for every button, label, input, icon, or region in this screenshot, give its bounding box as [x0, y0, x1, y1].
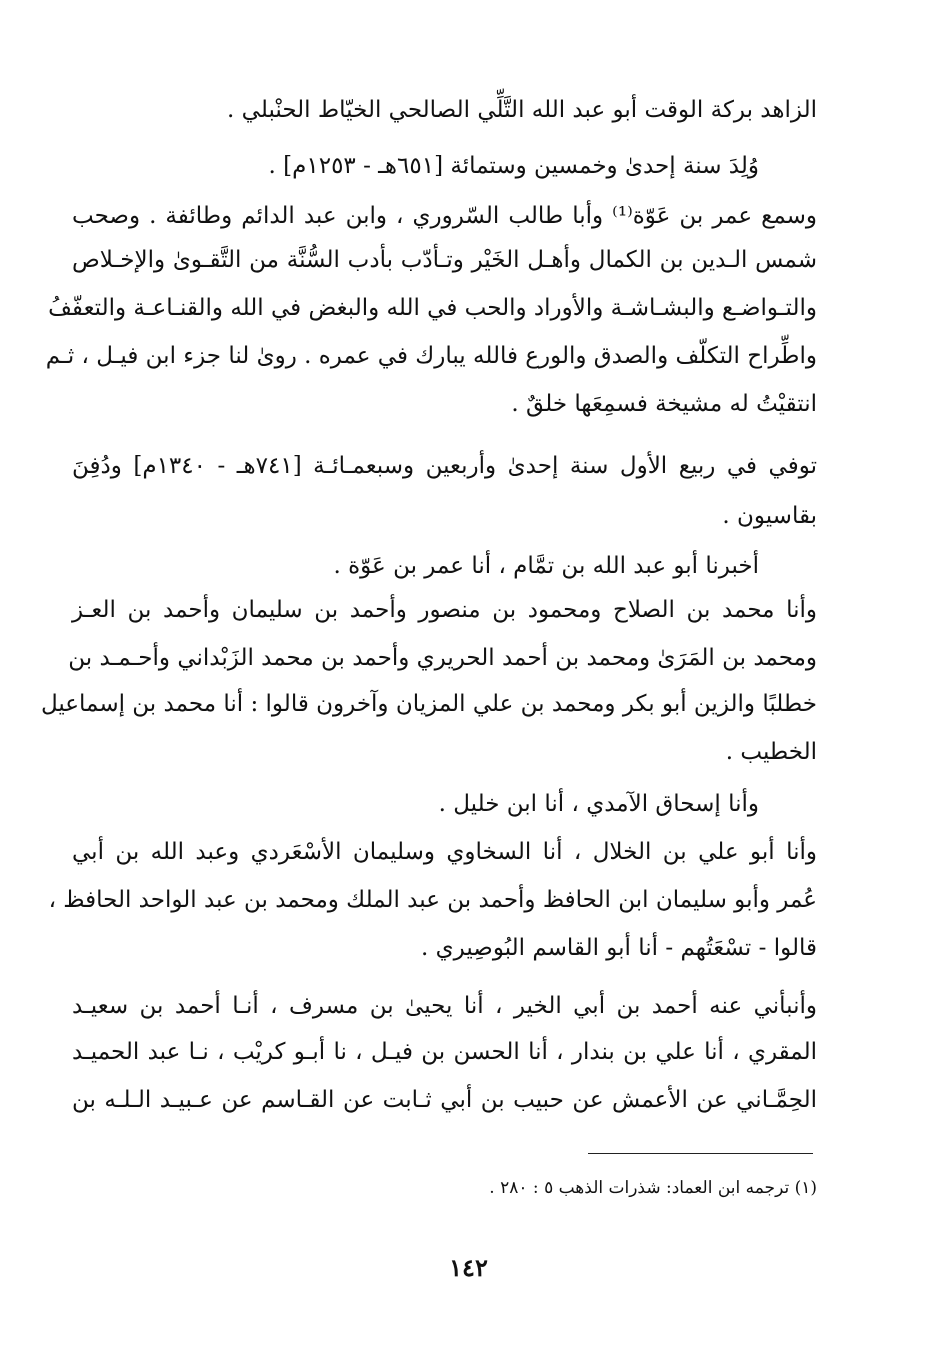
text-line-15: وأنا إسحاق الآمدي ، أنا ابن خليل .: [438, 791, 759, 817]
text-line-2: وُلِدَ سنة إحدىٰ وخمسين وستمائة [٦٥١هـ - ١٢٥٣م] .: [268, 153, 759, 179]
text-line-17: عُمر وأبو سليمان ابن الحافظ وأحمد بن عبد الملك ومحمد بن عبد الواحد الحافظ ،: [48, 887, 817, 913]
text-line-18: قالوا - تسْعَتُهم - أنا أبو القاسم البُوصِيري .: [421, 935, 817, 961]
text-line-4: شمس الـدين بن الكمال وأهـل الخَيْر وتـأدّب بأدب السُّنَّة من التَّقـوىٰ والإخـلاص: [72, 247, 817, 273]
text-line-3: وسمع عمر بن عَوّة⁽¹⁾ وأبا طالب السّروري ، وابن عبد الدائم وطائفة . وصحب: [72, 203, 817, 229]
text-line-6: واطِّراح التكلّف والصدق والورع فالله يبارك في عمره . روىٰ لنا جزء ابن فيـل ، ثـم: [45, 343, 817, 369]
footnote: (١) ترجمه ابن العماد: شذرات الذهب ٥ : ٢٨٠ .: [489, 1178, 817, 1198]
footnote-divider: [588, 1153, 813, 1154]
text-line-11: وأنا محمد بن الصلاح ومحمود بن منصور وأحمد بن سليمان وأحمد بن العـز: [72, 597, 817, 623]
text-line-20: المقري ، أنا علي بن بندار ، أنا الحسن بن فيـل ، نا أبـو كريْب ، نـا عبد الحميـد: [72, 1039, 817, 1065]
text-line-9: بقاسيون .: [722, 503, 817, 529]
text-line-12: ومحمد بن المَرَىٰ ومحمد بن أحمد الحريري وأحمد بن محمد الزَبْداني وأحـمـد بن: [68, 645, 817, 671]
text-line-19: وأنبأني عنه أحمد بن أبي الخير ، أنا يحيىٰ بن مسرف ، أنـا أحمد بن سعيـد: [72, 993, 817, 1019]
text-line-16: وأنا أبو علي بن الخلال ، أنا السخاوي وسليمان الأسْعَردي وعبد الله بن أبي: [72, 839, 817, 865]
page-number: ١٤٢: [449, 1253, 488, 1282]
text-line-13: خطلبًا والزين أبو بكر ومحمد بن علي المزيان وآخرون قالوا : أنا محمد بن إسماعيل: [40, 691, 817, 717]
text-line-7: انتقيْتُ له مشيخة فسمِعَها خلقٌ .: [511, 391, 817, 417]
text-line-10: أخبرنا أبو عبد الله بن تمَّام ، أنا عمر بن عَوّة .: [333, 553, 759, 579]
text-line-5: والتـواضـع والبشـاشـة والأوراد والحب في الله والبغض في الله والقنـاعـة والتعفّفُ: [48, 295, 817, 321]
text-line-1: الزاهد بركة الوقت أبو عبد الله التَّلِّي الصالحي الخيّاط الحنْبلي .: [227, 97, 817, 123]
text-line-14: الخطيب .: [725, 739, 817, 765]
text-line-8: توفي في ربيع الأول سنة إحدىٰ وأربعين وسبعمـائـة [٧٤١هـ - ١٣٤٠م] ودُفِنَ: [72, 453, 817, 479]
text-line-21: الحِمَّـاني عن الأعمش عن حبيب بن أبي ثـابت عن القـاسم عن عـبيـد الـلـه بن: [72, 1087, 817, 1113]
